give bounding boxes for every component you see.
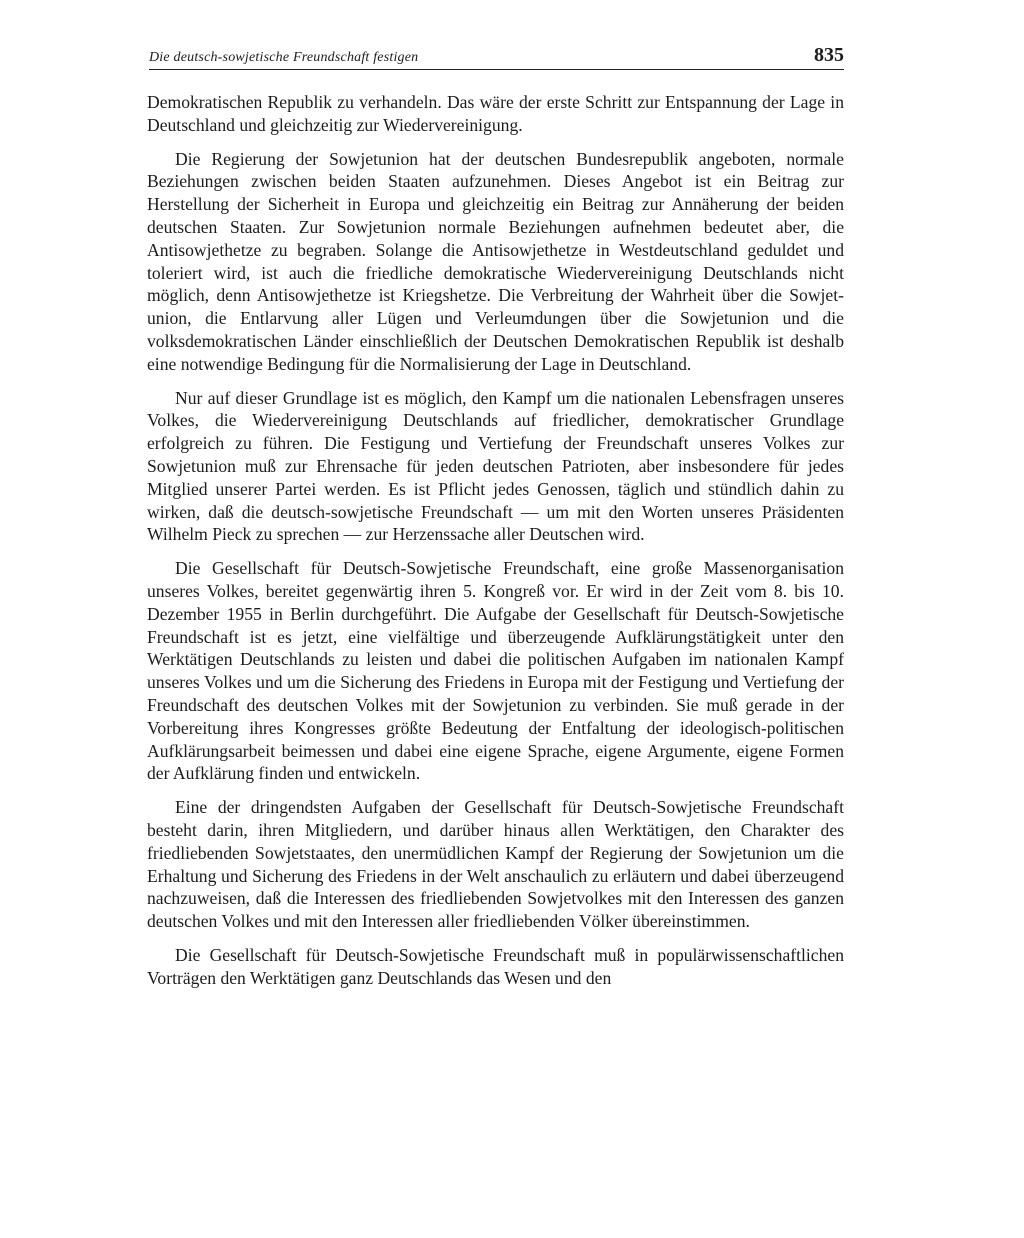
paragraph: Die Gesellschaft für Deutsch-Sowjetische Freundschaft muß in populärwissenschaftlichen Vorträgen den Werktätigen ganz Deutschlands das Wesen und den <box>147 944 844 988</box>
running-title: Die deutsch-sowjetische Freundschaft festigen <box>149 50 419 65</box>
page-header <box>149 44 844 74</box>
header-rule <box>149 69 844 70</box>
paragraph: Eine der dringendsten Aufgaben der Gesellschaft für Deutsch-Sowjetische Freundschaft besteht darin, ihren Mitgliedern, und darüber hinaus allen Werktätigen, den Charakter des friedliebenden Sowjetstaates, den unermüdlichen Kampf der Regierung der Sowjetunion um die Erhaltung und Sicherung des Friedens in der Welt anschaulich zu erläutern und dabei überzeugend nachzuweisen, daß die Interessen des friedliebenden Sowjetvolkes mit den Interessen des ganzen deutschen Volkes und mit den Interessen aller friedliebenden Völker übereinstimmen. <box>147 797 844 932</box>
paragraph-continued: Demokratischen Republik zu verhandeln. Das wäre der erste Schritt zur Entspannung der Lage in Deutschland und gleichzeitig zur Wiedervereinigung. <box>147 92 844 135</box>
paragraph: Die Regierung der Sowjetunion hat der deutschen Bundesrepublik angeboten, normale Beziehungen zwischen beiden Staaten aufzunehmen. Dieses Angebot ist ein Beitrag zur Herstellung der Sicherheit in Europa und gleichzeitig ein Beitrag zur Annäherung der beiden deutschen Staaten. Zur Sowjetunion normale Beziehungen aufnehmen bedeutet aber, die Antisowjethetze zu begraben. Solange die Antisowjethetze in Westdeutschland geduldet und toleriert wird, ist auch die friedliche demokratische Wiedervereinigung Deutschlands nicht möglich, denn Antisowjethetze ist Kriegshetze. Die Verbreitung der Wahrheit über die Sowjetunion, die Entlarvung aller Lügen und Verleumdungen über die Sowjetunion und die volksdemokratischen Länder einschließlich der Deutschen Demokratischen Republik ist deshalb eine notwendige Bedingung für die Normalisierung der Lage in Deutschland. <box>147 148 844 374</box>
paragraph: Die Gesellschaft für Deutsch-Sowjetische Freundschaft, eine große Massenorganisation unseres Volkes, bereitet gegenwärtig ihren 5. Kongreß vor. Er wird in der Zeit vom 8. bis 10. Dezember 1955 in Berlin durchgeführt. Die Aufgabe der Gesellschaft für Deutsch-Sowjetische Freundschaft ist es jetzt, eine vielfältige und überzeugende Aufklärungstätigkeit unter den Werktätigen Deutschlands zu leisten und dabei die politischen Aufgaben im nationalen Kampf unseres Volkes und um die Sicherung des Friedens in Europa mit der Festigung und Vertiefung der Freundschaft des deutschen Volkes mit der Sowjetunion zu verbinden. Sie muß gerade in der Vorbereitung ihres Kongresses größte Bedeutung der Entfaltung der ideologisch-politischen Aufklärungsarbeit beimessen und dabei eine eigene Sprache, eigene Argumente, eigene Formen der Aufklärung finden und entwickeln. <box>147 558 844 784</box>
page-number: 835 <box>814 44 844 66</box>
body-text <box>147 91 844 1000</box>
paragraph: Nur auf dieser Grundlage ist es möglich, den Kampf um die nationalen Lebensfragen unseres Volkes, die Wiedervereinigung Deutschlands auf friedlicher, demokratischer Grundlage erfolgreich zu führen. Die Festigung und Vertiefung der Freundschaft unseres Volkes zur Sowjetunion muß zur Ehrensache für jeden deutschen Patrioten, aber insbesondere für jedes Mitglied unserer Partei werden. Es ist Pflicht jedes Genossen, täglich und stündlich dahin zu wirken, daß die deutsch-sowjetische Freundschaft — um mit den Worten unseres Präsidenten Wilhelm Pieck zu sprechen — zur Herzenssache aller Deutschen wird. <box>147 387 844 545</box>
